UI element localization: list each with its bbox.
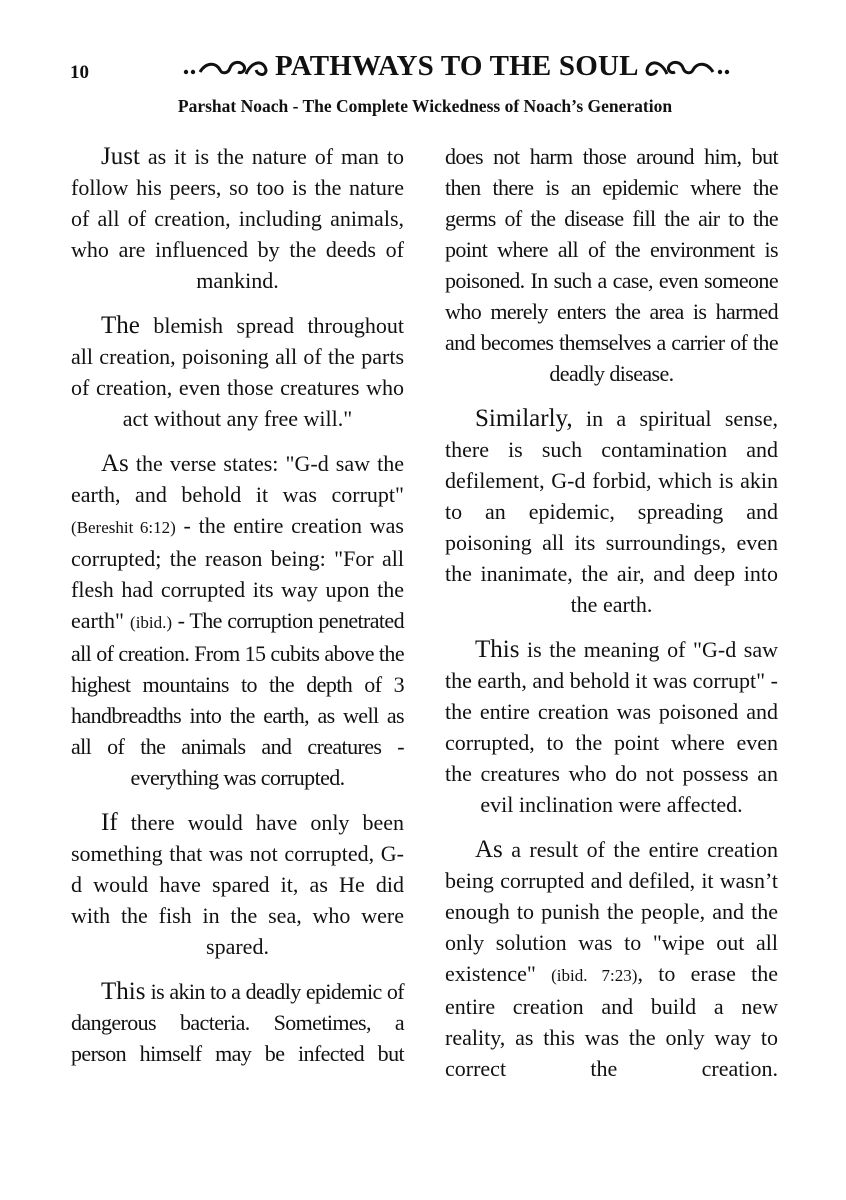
lead-word: This — [475, 636, 520, 663]
paragraph — [445, 834, 778, 1084]
citation: (ibid. 7:23) — [551, 966, 638, 985]
paragraph — [445, 403, 778, 620]
citation: (ibid.) — [130, 613, 173, 632]
paragraph-text: the verse states: "G-d saw the earth, and behold it was corrupt" — [71, 451, 404, 507]
publication-title: PATHWAYS TO THE SOUL — [274, 50, 638, 82]
citation: (Bereshit 6:12) — [71, 518, 176, 537]
paragraph — [71, 448, 404, 793]
paragraph-text: does not harm those around him, but then there is an epidemic where the germs of the disease fill the air to the point where all of the environment is poisoned. In such a case, even someone who merely enters the area is harmed and becomes themselves a carrier of the deadly disease. — [445, 144, 778, 386]
paragraph-text: is akin to a deadly epidemic of dangerous bacteria. Sometimes, a person himself may be infected but — [71, 979, 404, 1066]
lead-word: As — [101, 450, 129, 477]
paragraph — [71, 141, 404, 296]
left-column — [71, 141, 404, 1083]
paragraph-text: as it is the nature of man to follow his peers, so too is the nature of all of creation, including animals, who are influenced by the deeds of mankind. — [71, 144, 404, 293]
lead-word: Just — [101, 143, 140, 170]
paragraph — [445, 634, 778, 820]
lead-word: This — [101, 978, 146, 1005]
chapter-subtitle: Parshat Noach - The Complete Wickedness of Noach’s Generation — [177, 96, 673, 116]
paragraph-text: there would have only been something that was not corrupted, G-d would have spared it, as He did with the fish in the sea, who were spared. — [71, 810, 404, 959]
paragraph-text: is the meaning of "G-d saw the earth, and behold it was corrupt" - the entire creation was poisoned and corrupted, to the point where even the creatures who do not possess an evil inclination were affected. — [445, 637, 778, 817]
lead-word: The — [101, 312, 140, 339]
paragraph — [71, 310, 404, 434]
paragraph — [445, 141, 778, 389]
page-header — [70, 50, 780, 90]
paragraph-text: , to erase the entire creation and build a new reality, as this was the only way to correct the creation. — [445, 961, 779, 1081]
running-head — [132, 50, 780, 83]
paragraph-text: in a spiritual sense, there is such contamination and defilement, G-d forbid, which is akin to an epidemic, spreading and poisoning all its surroundings, even the inanimate, the air, and deep into the earth. — [445, 406, 778, 617]
right-column — [445, 141, 778, 1098]
right-flourish-icon — [645, 56, 731, 80]
paragraph-text: blemish spread throughout all creation, poisoning all of the parts of creation, even those creatures who act without any free will." — [71, 313, 404, 431]
lead-word: Similarly, — [475, 405, 573, 432]
paragraph-text: a result of the entire creation being corrupted and defiled, it wasn’t enough to punish the people, and the only solution was to "wipe out all existence" — [445, 837, 778, 986]
paragraph — [71, 976, 404, 1069]
lead-word: If — [101, 809, 118, 836]
paragraph — [71, 807, 404, 962]
left-flourish-icon — [182, 56, 268, 80]
lead-word: As — [475, 836, 503, 863]
paragraph-text: - the entire creation was corrupted; the reason being: "For all flesh had corrupted its way upon the earth" — [71, 513, 404, 633]
paragraph-text: - The corruption penetrated all of creation. From 15 cubits above the highest mountains to the depth of 3 handbreadths into the earth, as well as all of the animals and creatures - everything was corrupted. — [71, 608, 404, 790]
page-number: 10 — [70, 62, 89, 83]
